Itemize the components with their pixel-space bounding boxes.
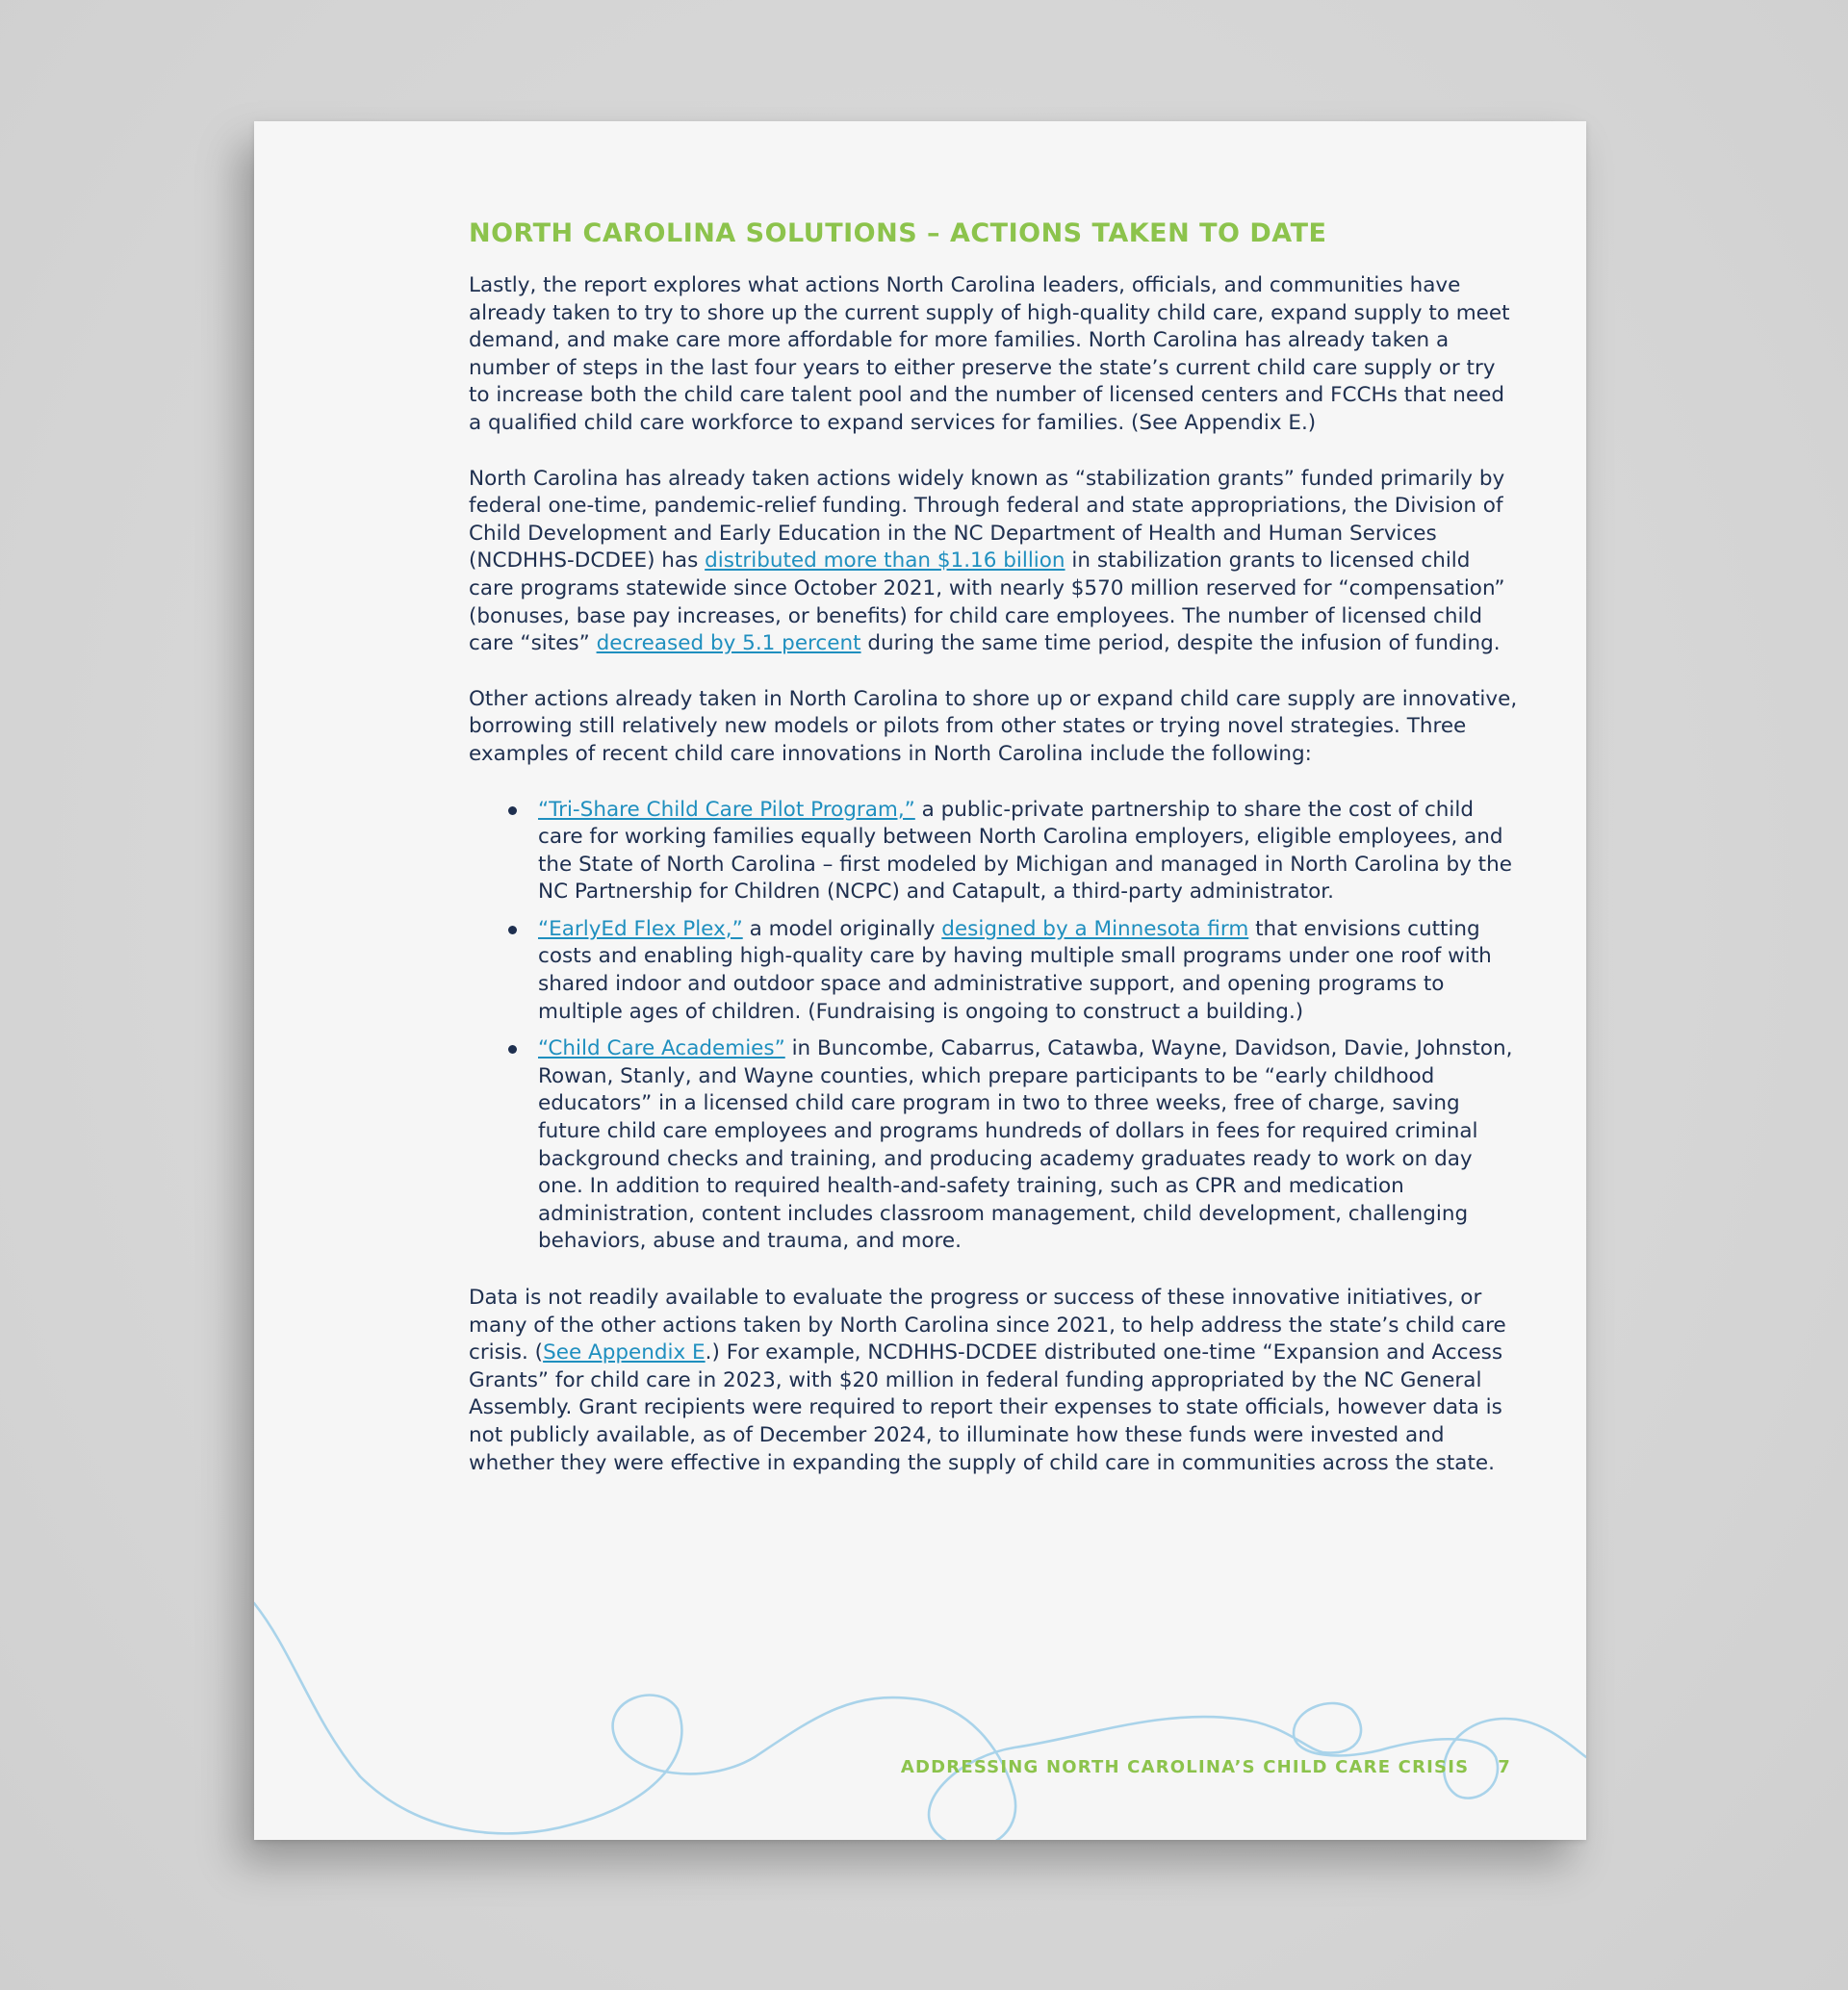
paragraph-text: Data is not readily available to evaluate the progress or success of these innovative initiatives, or many of the other actions taken by North Carolina since 2021, to help address the state’s child care crisis. ( [469, 1286, 1506, 1365]
link-see-appendix-e[interactable]: See Appendix E [543, 1340, 706, 1365]
link-minnesota-firm[interactable]: designed by a Minnesota firm [941, 916, 1249, 941]
paragraph-text: in stabilization grants to licensed child care programs statewide since October 2021, with nearly $570 million reserved for “compensation” (bonuses, base pay increases, or benefits) for child care employees. The number of licensed child care “sites” [469, 549, 1505, 656]
list-item-academies [538, 1035, 1518, 1256]
decorative-swirl-line [254, 1468, 1586, 1840]
paragraph-innovations: Other actions already taken in North Carolina to shore up or expand child care supply are innovative, borrowing still relatively new models or pilots from other states or trying novel strategies. Three examples of recent child care innovations in North Carolina include the following: [469, 686, 1518, 766]
paragraph-intro: Lastly, the report explores what actions North Carolina leaders, officials, and communities have already taken to try to shore up the current supply of high-quality child care, expand supply to meet demand, and make care more affordable for more families. North Carolina has already taken a number of steps in the last four years to either preserve the state’s current child care supply or try to increase both the child care talent pool and the number of licensed centers and FCCHs that need a qualified child care workforce to expand services for families. (See Appendix E.) [469, 273, 1510, 435]
section-heading: NORTH CAROLINA SOLUTIONS – ACTIONS TAKEN TO DATE [469, 218, 1327, 248]
link-earlyed-flex-plex[interactable]: “EarlyEd Flex Plex,” [538, 916, 743, 941]
link-tri-share[interactable]: “Tri-Share Child Care Pilot Program,” [538, 797, 915, 822]
link-distributed-billion[interactable]: distributed more than $1.16 billion [705, 549, 1065, 574]
paragraph-stabilization-grants [469, 466, 1518, 658]
list-item-text: a public-private partnership to share the cost of child care for working families equally between North Carolina employers, eligible employees, and the State of North Carolina – first modeled by Michigan and managed in North Carolina by the NC Partnership for Children (NCPC) and Catapult, a third-party administrator. [538, 797, 1512, 905]
paragraph-text: during the same time period, despite the infusion of funding. [860, 631, 1501, 656]
swirl-path [254, 1603, 1586, 1840]
bullet-dot-icon [508, 806, 517, 815]
paragraph-data-availability [469, 1285, 1518, 1477]
paragraph-text: North Carolina has already taken actions widely known as “stabilization grants” funded primarily by federal one-time, pandemic-relief funding. Through federal and state appropriations, the Division of Child Development and Early Education in the NC Department of Health and Human Services (NCDHHS-DCDEE) has [469, 466, 1505, 574]
footer-title: ADDRESSING NORTH CAROLINA’S CHILD CARE CRISIS [900, 1757, 1470, 1777]
page-footer [254, 1757, 1511, 1777]
list-item-text: in Buncombe, Cabarrus, Catawba, Wayne, Davidson, Davie, Johnston, Rowan, Stanly, and Wayne counties, which prepare participants to be “early childhood educators” in a licensed child care program in two to three weeks, free of charge, saving future child care employees and programs hundreds of dollars in fees for required criminal background checks and training, and producing academy graduates ready to work on day one. In addition to required health-and-safety training, such as CPR and medication administration, content includes classroom management, child development, challenging behaviors, abuse and trauma, and more. [538, 1036, 1513, 1254]
paragraph-text: .) For example, NCDHHS-DCDEE distributed one-time “Expansion and Access Grants” for child care in 2023, with $20 million in federal funding appropriated by the NC General Assembly. Grant recipients were required to report their expenses to state officials, however data is not publicly available, as of December 2024, to illuminate how these funds were invested and whether they were effective in expanding the supply of child care in communities across the state. [469, 1340, 1503, 1475]
link-decreased-percent[interactable]: decreased by 5.1 percent [596, 631, 861, 656]
innovations-list [469, 797, 1518, 1257]
document-page [254, 121, 1586, 1840]
list-item-flex-plex [538, 916, 1518, 1026]
list-item-text: a model originally [742, 916, 942, 941]
list-item-text: that envisions cutting costs and enabling high-quality care by having multiple small programs under one roof with shared indoor and outdoor space and administrative support, and opening programs to multiple ages of children. (Fundraising is ongoing to construct a building.) [538, 916, 1492, 1024]
bullet-dot-icon [508, 1045, 517, 1054]
page-number: 7 [1498, 1757, 1511, 1777]
bullet-dot-icon [508, 926, 517, 934]
main-content [469, 217, 1518, 1505]
list-item-tri-share [538, 797, 1518, 906]
link-child-care-academies[interactable]: “Child Care Academies” [538, 1036, 785, 1061]
